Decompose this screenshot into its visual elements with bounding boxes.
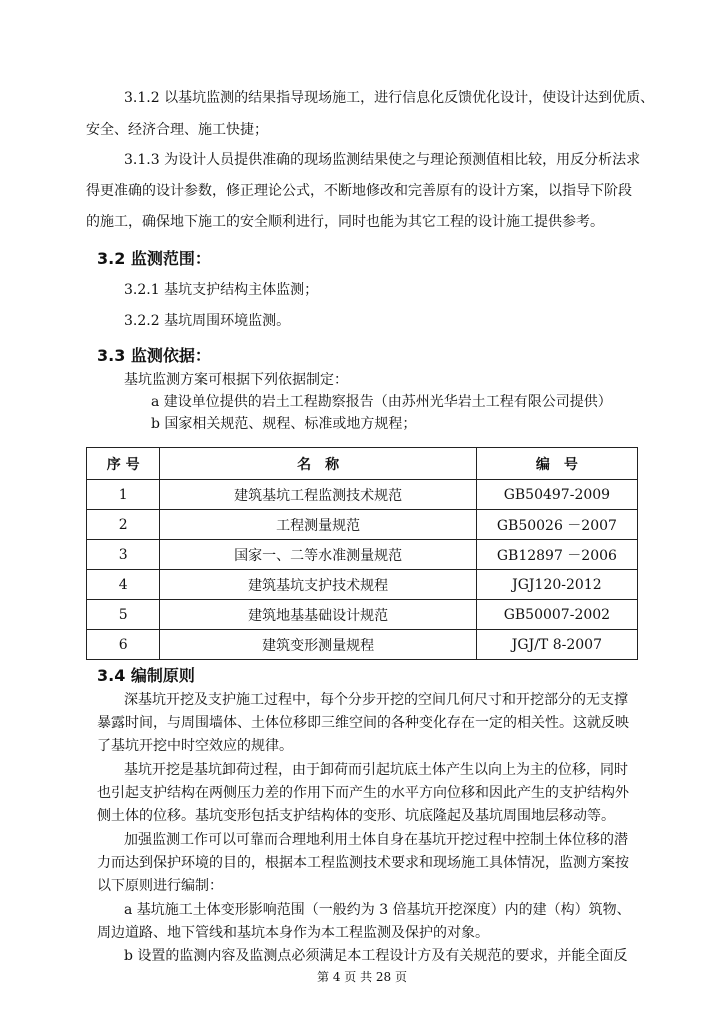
cell-name: 工程测量规范	[160, 510, 476, 540]
page-number: 第 4 页 共 28 页	[317, 970, 407, 984]
header-code: 编 号	[476, 448, 637, 480]
para-2-line-2: 也引起支护结构在两侧压力差的作用下而产生的水平方向位移和因此产生的支护结构外	[97, 785, 629, 801]
item-3-1-2-line-1: 3.1.2 以基坑监测的结果指导现场施工，进行信息化反馈优化设计，使设计达到优质、	[124, 90, 655, 106]
section-3-3-intro: 基坑监测方案可根据下列依据制定：	[124, 372, 348, 388]
cell-name: 建筑基坑支护技术规程	[160, 570, 476, 600]
para-1-line-1: 深基坑开挖及支护施工过程中，每个分步开挖的空间几何尺寸和开挖部分的无支撑	[124, 692, 628, 708]
table-row	[87, 480, 638, 510]
cell-name: 建筑地基基础设计规范	[160, 600, 476, 630]
para-1-line-3: 了基坑开挖中时空效应的规律。	[97, 738, 293, 754]
cell-index: 6	[87, 630, 160, 660]
item-3-2-2: 3.2.2 基坑周围环境监测。	[124, 313, 291, 329]
table-row	[87, 630, 638, 660]
principle-item-a-line-1: a 基坑施工土体变形影响范围（一般约为 3 倍基坑开挖深度）内的建（构）筑物、	[124, 902, 631, 918]
para-3-line-1: 加强监测工作可以可靠而合理地利用土体自身在基坑开挖过程中控制土体位移的潜	[124, 832, 628, 848]
cell-name: 建筑变形测量规程	[160, 630, 476, 660]
para-2-line-3: 侧土体的位移。基坑变形包括支护结构体的变形、坑底隆起及基坑周围地层移动等。	[97, 808, 615, 824]
standards-table	[86, 447, 638, 660]
section-3-3-heading: 3.3 监测依据：	[97, 346, 211, 365]
item-3-1-3-line-1: 3.1.3 为设计人员提供准确的现场监测结果使之与理论预测值相比较，用反分析法求	[124, 152, 641, 168]
table-row	[87, 600, 638, 630]
para-2-line-1: 基坑开挖是基坑卸荷过程，由于卸荷而引起坑底土体产生以向上为主的位移，同时	[124, 762, 628, 778]
cell-index: 3	[87, 540, 160, 570]
cell-index: 2	[87, 510, 160, 540]
cell-code: GB12897 －2006	[476, 540, 637, 570]
cell-index: 1	[87, 480, 160, 510]
cell-code: GB50007-2002	[476, 600, 637, 630]
header-index: 序 号	[87, 448, 160, 480]
cell-index: 4	[87, 570, 160, 600]
item-3-1-3-line-3: 的施工，确保地下施工的安全顺利进行，同时也能为其它工程的设计施工提供参考。	[86, 214, 604, 230]
cell-code: JGJ/T 8-2007	[476, 630, 637, 660]
para-1-line-2: 暴露时间，与周围墙体、土体位移即三维空间的各种变化存在一定的相关性。这就反映	[97, 715, 629, 731]
section-3-2-heading: 3.2 监测范围：	[97, 249, 211, 268]
para-3-line-2: 力而达到保护环境的目的，根据本工程监测技术要求和现场施工具体情况，监测方案按	[97, 855, 629, 871]
table-row	[87, 570, 638, 600]
table-row	[87, 510, 638, 540]
section-3-4-heading: 3.4 编制原则	[97, 666, 195, 685]
table-row	[87, 540, 638, 570]
cell-index: 5	[87, 600, 160, 630]
basis-item-a: a 建设单位提供的岩土工程勘察报告（由苏州光华岩土工程有限公司提供）	[151, 394, 612, 410]
cell-code: GB50026 －2007	[476, 510, 637, 540]
header-name: 名 称	[160, 448, 476, 480]
table-header-row	[87, 448, 638, 480]
principle-item-a-line-2: 周边道路、地下管线和基坑本身作为本工程监测及保护的对象。	[97, 925, 489, 941]
item-3-2-1: 3.2.1 基坑支护结构主体监测；	[124, 282, 319, 298]
para-3-line-3: 以下原则进行编制：	[97, 878, 223, 894]
item-3-1-2-line-2: 安全、经济合理、施工快捷；	[86, 122, 268, 138]
cell-code: GB50497-2009	[476, 480, 637, 510]
basis-item-b: b 国家相关规范、规程、标准或地方规程；	[151, 416, 417, 432]
principle-item-b-line-1: b 设置的监测内容及监测点必须满足本工程设计方及有关规范的要求，并能全面反	[124, 948, 628, 964]
item-3-1-3-line-2: 得更准确的设计参数，修正理论公式，不断地修改和完善原有的设计方案，以指导下阶段	[86, 183, 632, 199]
cell-name: 建筑基坑工程监测技术规范	[160, 480, 476, 510]
cell-code: JGJ120-2012	[476, 570, 637, 600]
cell-name: 国家一、二等水准测量规范	[160, 540, 476, 570]
